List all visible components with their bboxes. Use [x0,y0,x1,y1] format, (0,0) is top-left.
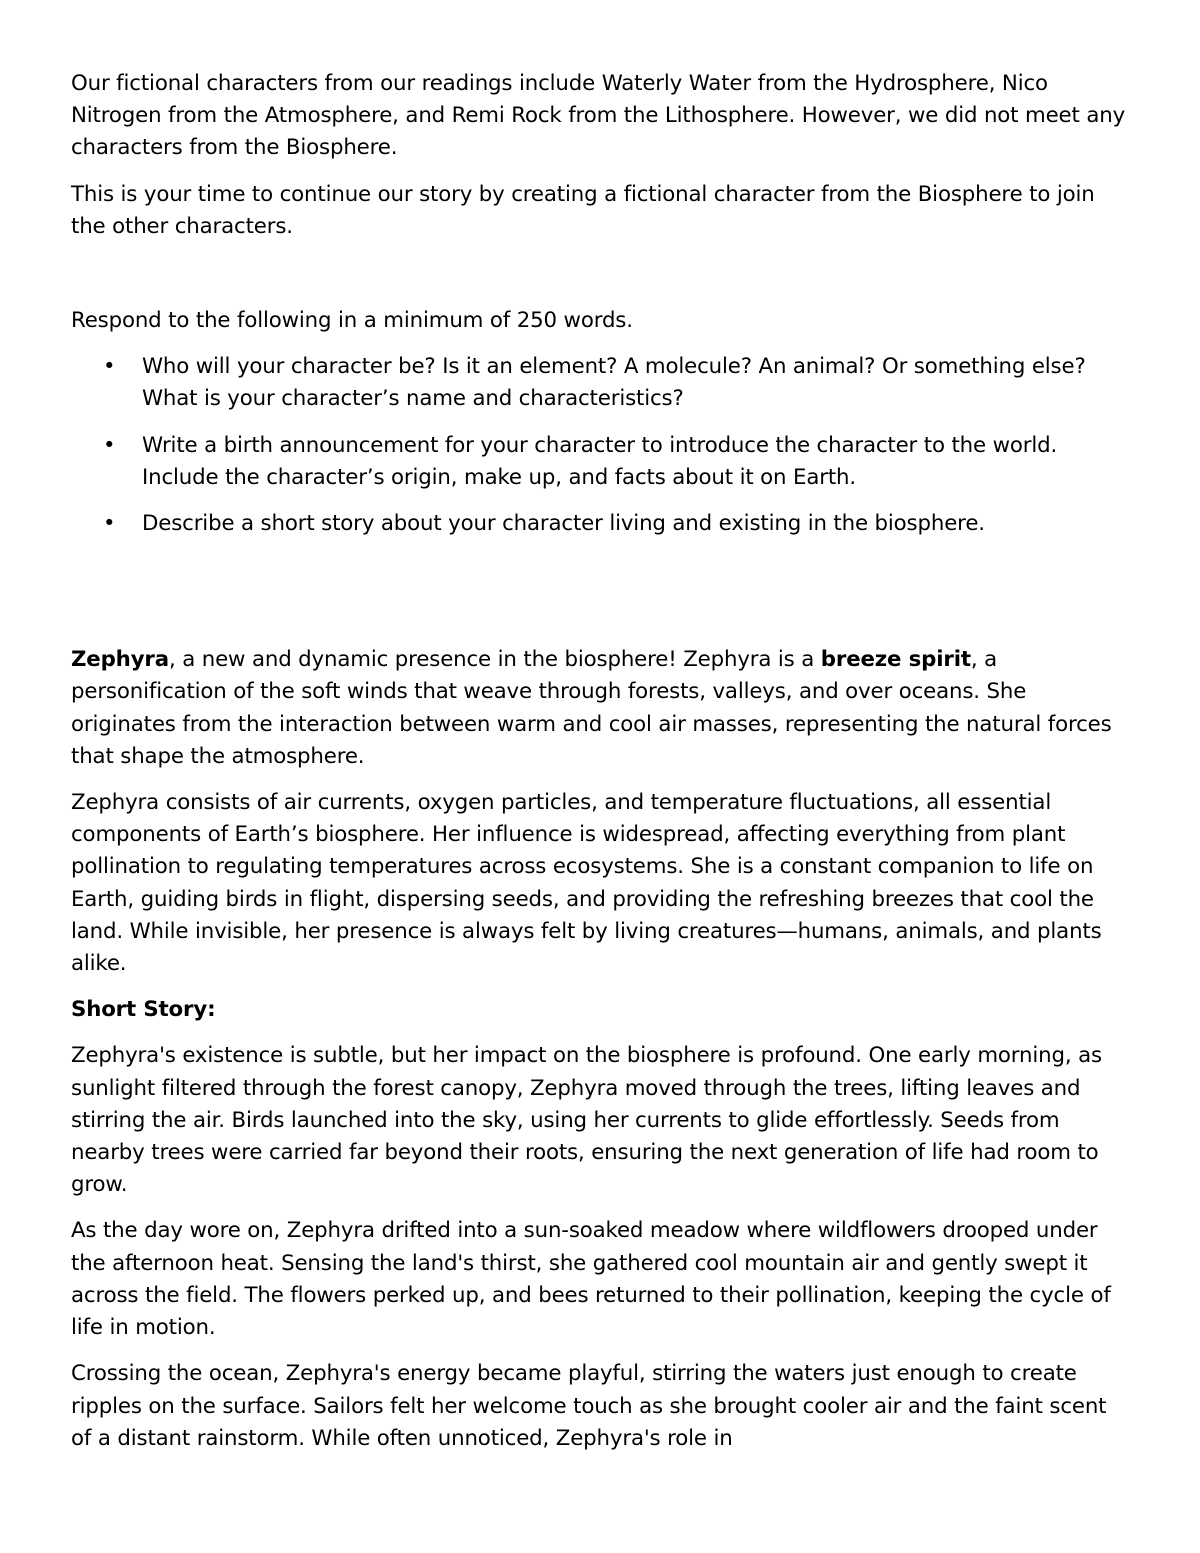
spacer [71,554,1131,644]
prompt-item-text: Who will your character be? Is it an element? A molecule? An animal? Or something else? What is your character’s name and characteristics? [142,354,1086,412]
intro-paragraph-1: Our fictional characters from our readings include Waterly Water from the Hydrosphere, Nico Nitrogen from the Atmosphere, and Remi Rock from the Lithosphere. However, we did not meet any characters from the Biosphere. [71,71,1126,161]
intro-paragraph-2: This is your time to continue our story by creating a fictional character from the Biosphere to join the other characters. [71,181,1095,239]
response-text: , a new and dynamic presence in the biosphere! Zephyra is a [169,647,821,673]
document-page [71,68,1131,1469]
bullet-icon: • [103,432,116,458]
response-paragraph-2: Zephyra consists of air currents, oxygen particles, and temperature fluctuations, all essential components of Earth’s biosphere. Her influence is widespread, affecting everything from plant pollination to regulating temperatures across ecosystems. She is a constant companion to life on Earth, guiding birds in flight, dispersing seeds, and providing the refreshing breezes that cool the land. While invisible, her presence is always felt by living creatures—humans, animals, and plants alike. [71,790,1102,977]
prompt-item-text: Write a birth announcement for your character to introduce the character to the world. Include the character’s origin, make up, and facts about it on Earth. [142,432,1058,490]
story-heading: Short Story: [71,997,216,1023]
prompt-list [71,351,1131,540]
prompt-item [71,430,1131,494]
character-name: Zephyra [71,647,169,673]
prompt-lead: Respond to the following in a minimum of 250 words. [71,308,633,334]
story-paragraph: As the day wore on, Zephyra drifted into a sun-soaked meadow where wildflowers drooped under the afternoon heat. Sensing the land's thirst, she gathered cool mountain air and gently swept it across the field. The flowers perked up, and bees returned to their pollination, keeping the cycle of life in motion. [71,1218,1111,1341]
prompt-item [71,508,1131,540]
prompt-item-text: Describe a short story about your character living and existing in the biosphere. [142,511,985,537]
response-paragraph-1 [71,644,1131,773]
story-paragraph: Zephyra's existence is subtle, but her impact on the biosphere is profound. One early morning, as sunlight filtered through the forest canopy, Zephyra moved through the trees, lifting leaves and stirring the air. Birds launched into the sky, using her currents to glide effortlessly. Seeds from nearby trees were carried far beyond their roots, ensuring the next generation of life had room to grow. [71,1043,1102,1198]
bullet-icon: • [103,511,116,537]
character-type: breeze spirit [820,647,971,673]
prompt-item [71,351,1131,415]
response-text: , a personification of the soft winds that weave through forests, valleys, and over oceans. She originates from the interaction between warm and cool air masses, representing the natural forces that shape the atmosphere. [71,647,1112,769]
story-paragraph: Crossing the ocean, Zephyra's energy became playful, stirring the waters just enough to create ripples on the surface. Sailors felt her welcome touch as she brought cooler air and the faint scent of a distant rainstorm. While often unnoticed, Zephyra's role in [71,1361,1107,1451]
bullet-icon: • [103,354,116,380]
spacer [71,257,1131,305]
